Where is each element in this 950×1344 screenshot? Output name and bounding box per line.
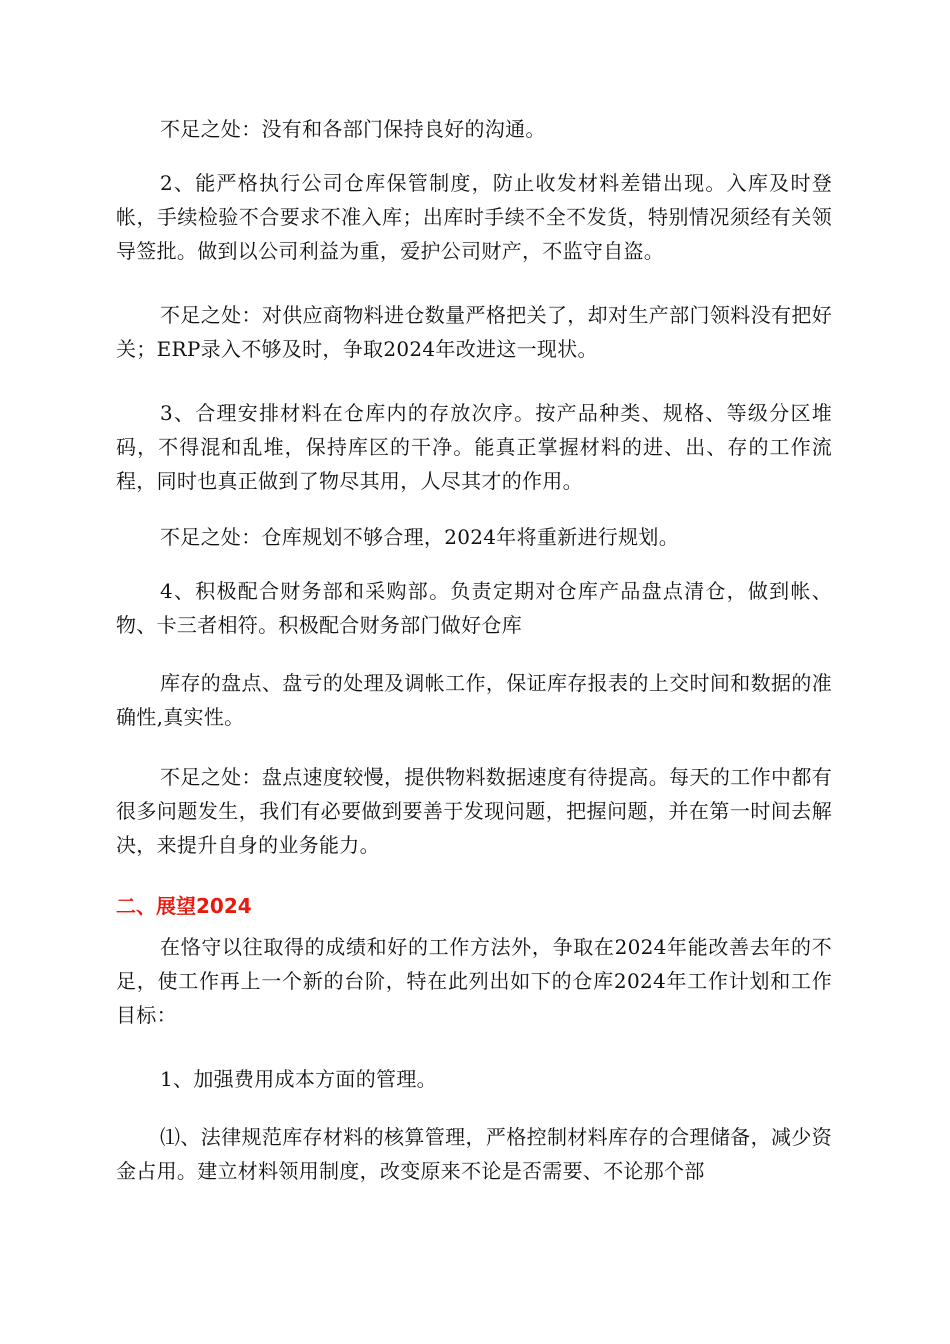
paragraph-shortcoming-4: 不足之处：盘点速度较慢，提供物料数据速度有待提高。每天的工作中都有很多问题发生，我们有必要做到要善于发现问题，把握问题，并在第一时间去解决，来提升自身的业务能力。 [116,765,832,857]
section-heading: 二、展望2024 [116,894,252,918]
paragraph-item-4-continued: 库存的盘点、盘亏的处理及调帐工作，保证库存报表的上交时间和数据的准确性,真实性。 [116,671,832,729]
paragraph-shortcoming-1: 不足之处：没有和各部门保持良好的沟通。 [160,117,546,141]
paragraph-shortcoming-3: 不足之处：仓库规划不够合理，2024年将重新进行规划。 [160,525,679,549]
paragraph-plan-1-1: ⑴、法律规范库存材料的核算管理，严格控制材料库存的合理储备，减少资金占用。建立材料领用制度，改变原来不论是否需要、不论那个部 [116,1125,832,1183]
paragraph-shortcoming-2: 不足之处：对供应商物料进仓数量严格把关了，却对生产部门领料没有把好关；ERP录入不够及时，争取2024年改进这一现状。 [116,303,832,361]
paragraph-item-4: 4、积极配合财务部和采购部。负责定期对仓库产品盘点清仓，做到帐、物、卡三者相符。积极配合财务部门做好仓库 [116,579,832,637]
paragraph-outlook-intro: 在恪守以往取得的成绩和好的工作方法外，争取在2024年能改善去年的不足，使工作再上一个新的台阶，特在此列出如下的仓库2024年工作计划和工作目标： [116,935,832,1027]
paragraph-plan-1: 1、加强费用成本方面的管理。 [160,1067,437,1091]
paragraph-item-2: 2、能严格执行公司仓库保管制度，防止收发材料差错出现。入库及时登帐，手续检验不合要求不准入库；出库时手续不全不发货，特别情况须经有关领导签批。做到以公司利益为重，爱护公司财产，不监守自盗。 [116,171,832,263]
paragraph-item-3: 3、合理安排材料在仓库内的存放次序。按产品种类、规格、等级分区堆码，不得混和乱堆，保持库区的干净。能真正掌握材料的进、出、存的工作流程，同时也真正做到了物尽其用，人尽其才的作用。 [116,401,832,493]
